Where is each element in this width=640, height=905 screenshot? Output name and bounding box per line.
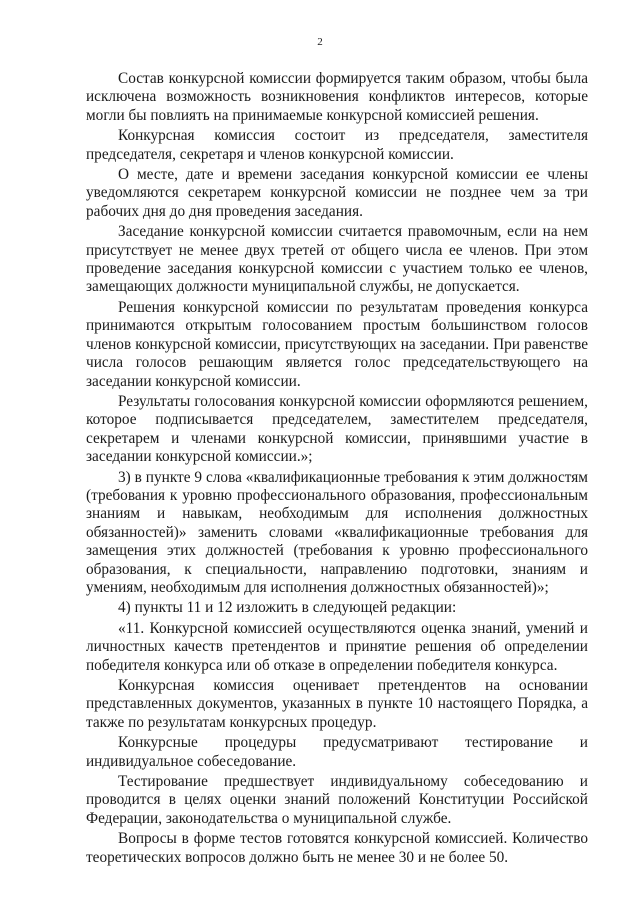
page-number: 2 xyxy=(317,36,323,48)
paragraph: Решения конкурсной комиссии по результатам проведения конкурса принимаются открытым голосованием простым большинством голосов членов конкурсной комиссии, присутствующих на заседании. При равенстве числа голосов решающим является голос председательствующего на заседании конкурсной комиссии. xyxy=(86,298,588,390)
paragraph: 4) пункты 11 и 12 изложить в следующей редакции: xyxy=(118,599,457,617)
paragraph: Конкурсная комиссия оценивает претендентов на основании представленных документов, указанных в пункте 10 настоящего Порядка, а также по результатам конкурсных процедур. xyxy=(86,677,588,731)
paragraph: Конкурсная комиссия состоит из председателя, заместителя председателя, секретаря и членов конкурсной комиссии. xyxy=(86,127,588,163)
paragraph: Конкурсные процедуры предусматривают тестирование и индивидуальное собеседование. xyxy=(86,734,588,770)
document-body xyxy=(86,70,588,869)
paragraph: Состав конкурсной комиссии формируется таким образом, чтобы была исключена возможность возникновения конфликтов интересов, которые могли бы повлиять на принимаемые конкурсной комиссией решения. xyxy=(86,70,588,124)
paragraph: О месте, дате и времени заседания конкурсной комиссии ее члены уведомляются секретарем конкурсной комиссии не позднее чем за три рабочих дня до дня проведения заседания. xyxy=(86,166,588,220)
paragraph: Результаты голосования конкурсной комиссии оформляются решением, которое подписывается председателем, заместителем председателя, секретарем и членами конкурсной комиссии, принявшими участие в заседании конкурсной комиссии.»; xyxy=(86,392,588,466)
paragraph: Вопросы в форме тестов готовятся конкурсной комиссией. Количество теоретических вопросов должно быть не менее 30 и не более 50. xyxy=(86,830,588,866)
paragraph: Тестирование предшествует индивидуальному собеседованию и проводится в целях оценки знаний положений Конституции Российской Федерации, законодательства о муниципальной службе. xyxy=(86,773,588,827)
paragraph: 3) в пункте 9 слова «квалификационные требования к этим должностям (требования к уровню профессионального образования, профессиональным знаниям и навыкам, необходимым для исполнения должностных обязанностей)» заменить словами «квалификационные требования для замещения этих должностей (требования к уровню профессионального образования, к специальности, направлению подготовки, знаниям и умениям, необходимым для исполнения должностных обязанностей)»; xyxy=(86,468,588,596)
paragraph: Заседание конкурсной комиссии считается правомочным, если на нем присутствует не менее двух третей от общего числа ее членов. При этом проведение заседания конкурсной комиссии с участием только ее членов, замещающих должности муниципальной службы, не допускается. xyxy=(86,223,588,296)
paragraph: «11. Конкурсной комиссией осуществляются оценка знаний, умений и личностных качеств претендентов и принятие решения об определении победителя конкурса или об отказе в определении победителя конкурса. xyxy=(86,619,588,674)
